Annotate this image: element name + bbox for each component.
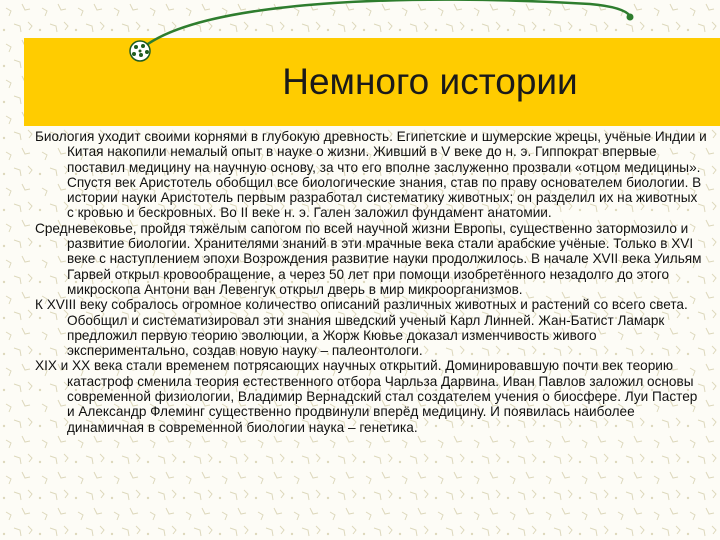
small-green-dot-icon <box>627 14 634 21</box>
paragraph-middle-ages: Средневековье, пройдя тяжёлым сапогом по всей научной жизни Европы, существенно затормозило и развитие биологии. Хранителями знаний в эти мрачные века стали арабские учёные. Только в XVI веке с наступлением эпохи Возрождения развитие науки продолжилось. В начале XVII века Уильям Гарвей открыл кровообращение, а через 50 лет при помощи изобретённого незадолго до этого микроскопа Антони ван Левенгук открыл дверь в мир микроорганизмов. <box>35 220 702 297</box>
dotted-globe-icon <box>130 41 150 61</box>
body-text <box>35 129 707 435</box>
paragraph-19-20-centuries: XIX и XX века стали временем потрясающих научных открытий. Доминировавшую почти век теорию катастроф сменила теория естественного отбора Чарльза Дарвина. Иван Павлов заложил основы современной физиологии, Владимир Вернадский стал создателем учения о биосфере. Луи Пастер и Александр Флеминг существенно продвинули вперёд медицину. И появилась наиболее динамичная в современной биологии наука – генетика. <box>35 358 698 435</box>
paragraph-ancient-history: Биология уходит своими корнями в глубокую древность. Египетские и шумерские жрецы, учёные Индии и Китая накопили немалый опыт в науке о жизни. Живший в V веке до н. э. Гиппократ впервые поставил медицину на научную основу, за что его вполне заслуженно прозвали «отцом медицины». Спустя век Аристотель обобщил все биологические знания, став по праву основателем биологии. В истории науки Аристотель первым разработал систематику животных; он разделил их на животных с кровью и бескровных. Во II веке н. э. Гален заложил фундамент анатомии. <box>35 129 707 221</box>
slide-title: Немного истории <box>282 61 578 102</box>
paragraph-18th-century: К XVIII веку собралось огромное количество описаний различных животных и растений со всего света. Обобщил и систематизировал эти знания шведский ученый Карл Линней. Жан-Батист Ламарк предложил первую теорию эволюции, а Жорж Кювье доказал изменчивость живого экспериментально, создав новую науку – палеонтологи. <box>35 297 688 359</box>
decorative-curve <box>140 0 630 50</box>
